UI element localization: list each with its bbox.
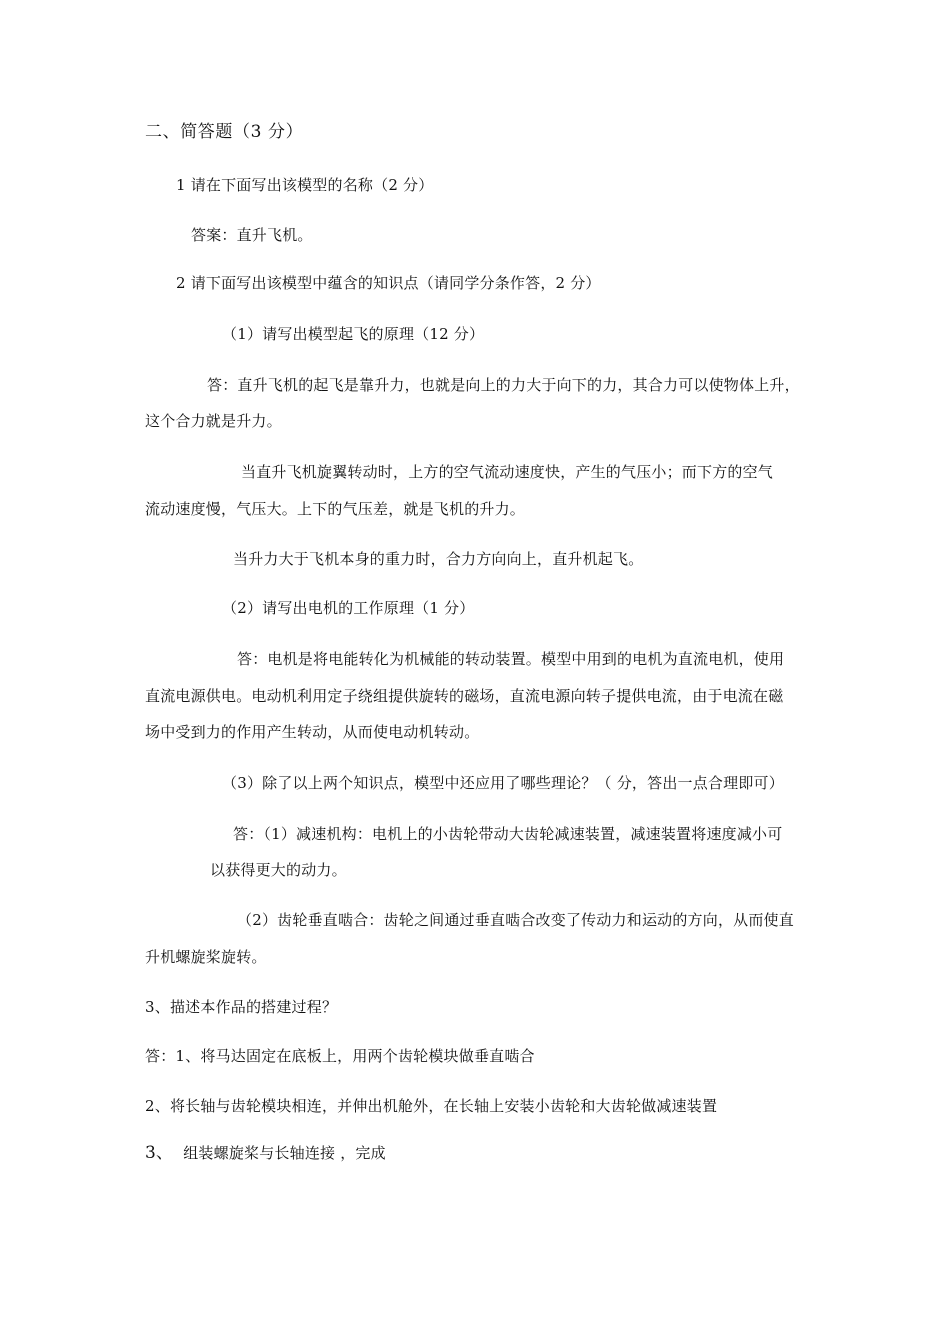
answer-2-1-paragraph-3: 当升力大于飞机本身的重力时，合力方向向上，直升机起飞。 bbox=[233, 550, 644, 568]
sub-question-2-1: （1）请写出模型起飞的原理（12 分） bbox=[222, 325, 485, 343]
sub-question-2-2: （2）请写出电机的工作原理（1 分） bbox=[222, 599, 475, 617]
question-2: 2 请下面写出该模型中蕴含的知识点（请同学分条作答，2 分） bbox=[176, 274, 601, 292]
question-3: 3、描述本作品的搭建过程？ bbox=[145, 998, 338, 1016]
section-title: 二、简答题（3 分） bbox=[145, 122, 304, 142]
answer-3-step-2: 2、将长轴与齿轮模块相连，并伸出机舱外，在长轴上安装小齿轮和大齿轮做减速装置 bbox=[145, 1097, 718, 1115]
answer-2-1-paragraph-2-line-1: 当直升飞机旋翼转动时，上方的空气流动速度快，产生的气压小；而下方的空气 bbox=[241, 463, 774, 481]
answer-2-2-line-1: 答：电机是将电能转化为机械能的转动装置。模型中用到的电机为直流电机，使用 bbox=[237, 650, 785, 668]
answer-1: 答案：直升飞机。 bbox=[191, 226, 313, 244]
answer-2-3-item-2-line-1: （2）齿轮垂直啮合：齿轮之间通过垂直啮合改变了传动力和运动的方向，从而使直 bbox=[237, 911, 794, 929]
answer-2-1-paragraph-1-line-2: 这个合力就是升力。 bbox=[145, 412, 282, 430]
answer-2-1-paragraph-2-line-2: 流动速度慢，气压大。上下的气压差，就是飞机的升力。 bbox=[145, 500, 526, 518]
answer-2-3-item-1-line-2: 以获得更大的动力。 bbox=[210, 861, 347, 879]
answer-2-2-line-3: 场中受到力的作用产生转动，从而使电动机转动。 bbox=[145, 723, 480, 741]
sub-question-2-3: （3）除了以上两个知识点，模型中还应用了哪些理论？（ 分，答出一点合理即可） bbox=[222, 774, 784, 792]
answer-2-3-item-2-line-2: 升机螺旋桨旋转。 bbox=[145, 948, 267, 966]
question-1: 1 请在下面写出该模型的名称（2 分） bbox=[176, 176, 434, 194]
answer-2-2-line-2: 直流电源供电。电动机利用定子绕组提供旋转的磁场，直流电源向转子提供电流，由于电流在磁 bbox=[145, 687, 784, 705]
answer-2-3-item-1-line-1: 答：（1）减速机构：电机上的小齿轮带动大齿轮减速装置，减速装置将速度减小可 bbox=[233, 825, 783, 843]
answer-3-step-1: 答：1、将马达固定在底板上，用两个齿轮模块做垂直啮合 bbox=[145, 1047, 535, 1065]
answer-2-1-paragraph-1-line-1: 答：直升飞机的起飞是靠升力，也就是向上的力大于向下的力，其合力可以使物体上升， bbox=[207, 376, 800, 394]
answer-3-step-3-number: 3、 bbox=[145, 1143, 174, 1163]
answer-3-step-3-text: 组装螺旋桨与长轴连接 ，完成 bbox=[183, 1144, 386, 1162]
answer-3-step-3 bbox=[145, 1143, 386, 1163]
